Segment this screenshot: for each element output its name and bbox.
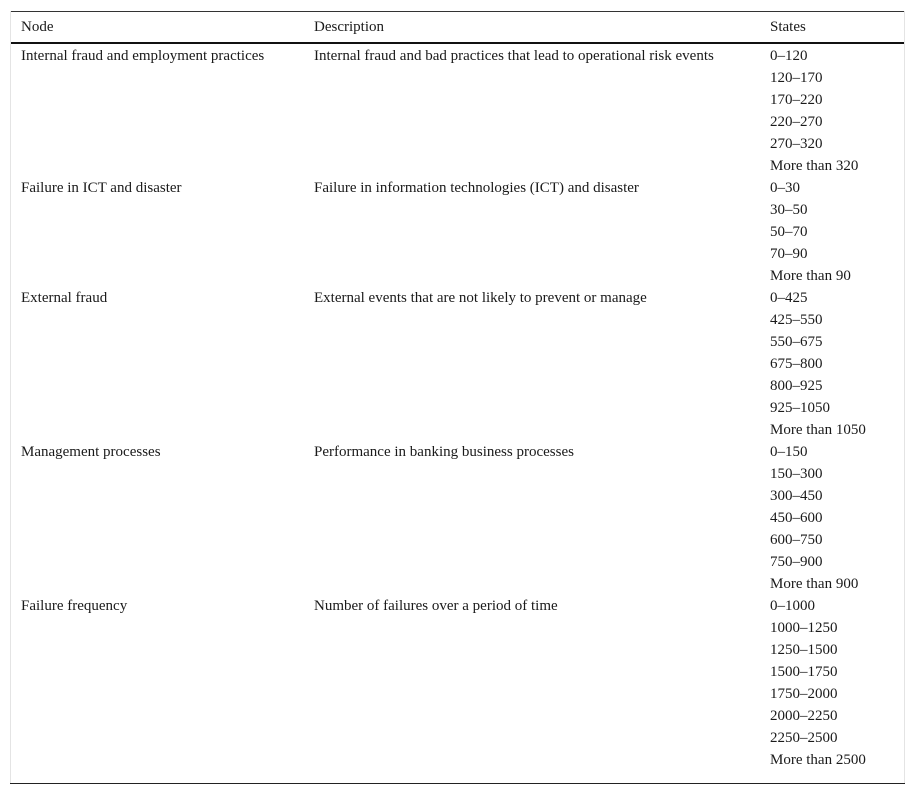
description-cell: Performance in banking business processes [314, 444, 574, 460]
state-value: 450–600 [770, 510, 823, 526]
node-cell: Failure in ICT and disaster [21, 180, 182, 196]
states-cell [760, 594, 904, 770]
description-cell: Failure in information technologies (ICT) and disaster [314, 180, 639, 196]
state-value: 600–750 [770, 532, 823, 548]
state-value: 1500–1750 [770, 664, 838, 680]
state-value: 1250–1500 [770, 642, 838, 658]
states-cell [760, 440, 904, 594]
table-row [11, 176, 904, 286]
state-value: More than 1050 [770, 422, 866, 438]
state-value: 550–675 [770, 334, 823, 350]
node-cell: Internal fraud and employment practices [21, 48, 265, 64]
description-cell: Number of failures over a period of time [314, 598, 558, 614]
state-value: 2250–2500 [770, 730, 838, 746]
description-cell: Internal fraud and bad practices that lead to operational risk events [314, 48, 714, 64]
state-value: 0–120 [770, 48, 808, 64]
state-value: 0–30 [770, 180, 800, 196]
table-row [11, 43, 904, 176]
state-value: More than 900 [770, 576, 859, 592]
header-description: Description [314, 18, 384, 35]
state-value: 70–90 [770, 246, 808, 262]
table-header [11, 12, 904, 44]
header-states: States [770, 18, 806, 35]
node-states-table [11, 11, 904, 770]
node-cell: Failure frequency [21, 598, 128, 614]
state-value: 30–50 [770, 202, 808, 218]
state-value: 220–270 [770, 114, 823, 130]
header-row [11, 12, 904, 44]
state-value: 0–150 [770, 444, 808, 460]
description-cell: External events that are not likely to prevent or manage [314, 290, 647, 306]
table-bottom-rule [10, 783, 905, 784]
state-value: 800–925 [770, 378, 823, 394]
state-value: 270–320 [770, 136, 823, 152]
header-node: Node [21, 18, 54, 35]
state-value: 150–300 [770, 466, 823, 482]
state-value: 2000–2250 [770, 708, 838, 724]
state-value: More than 320 [770, 158, 859, 174]
table-row [11, 594, 904, 770]
state-value: 1750–2000 [770, 686, 838, 702]
states-cell [760, 176, 904, 286]
node-cell: Management processes [21, 444, 161, 460]
state-value: 0–425 [770, 290, 808, 306]
state-value: More than 2500 [770, 752, 866, 768]
state-value: 425–550 [770, 312, 823, 328]
node-states-table-container [10, 11, 905, 784]
table-body [11, 43, 904, 770]
state-value: 0–1000 [770, 598, 815, 614]
states-cell [760, 286, 904, 440]
state-value: 1000–1250 [770, 620, 838, 636]
table-row [11, 440, 904, 594]
node-cell: External fraud [21, 290, 108, 306]
state-value: 300–450 [770, 488, 823, 504]
state-value: 750–900 [770, 554, 823, 570]
state-value: 120–170 [770, 70, 823, 86]
state-value: More than 90 [770, 268, 851, 284]
table-row [11, 286, 904, 440]
state-value: 675–800 [770, 356, 823, 372]
state-value: 925–1050 [770, 400, 830, 416]
state-value: 50–70 [770, 224, 808, 240]
states-cell [760, 43, 904, 176]
state-value: 170–220 [770, 92, 823, 108]
